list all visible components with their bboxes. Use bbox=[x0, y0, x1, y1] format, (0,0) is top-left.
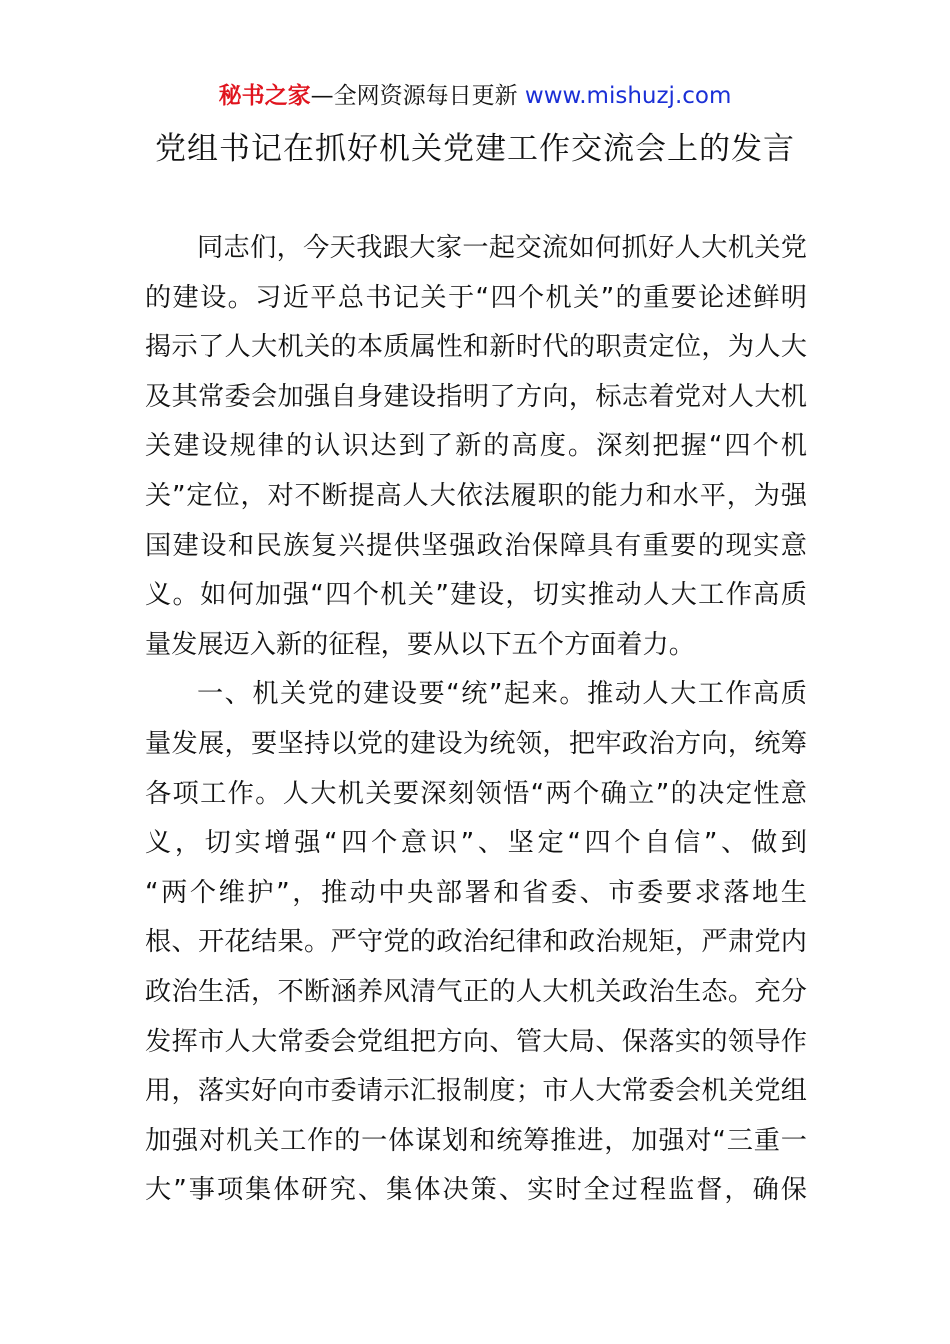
paragraph-line: 揭示了人大机关的本质属性和新时代的职责定位，为人大 bbox=[145, 332, 807, 363]
document-body bbox=[145, 224, 807, 1216]
paragraph-line: 关建设规律的认识达到了新的高度。深刻把握“四个机 bbox=[145, 431, 807, 462]
document-title: 党组书记在抓好机关党建工作交流会上的发言 bbox=[155, 131, 795, 167]
paragraph-line: 量发展迈入新的征程，要从以下五个方面着力。 bbox=[145, 629, 695, 660]
paragraph-line: 根、开花结果。严守党的政治纪律和政治规矩，严肃党内 bbox=[145, 927, 807, 958]
site-header bbox=[0, 78, 950, 114]
paragraph-line: 各项工作。人大机关要深刻领悟“两个确立”的决定性意 bbox=[145, 778, 807, 809]
paragraph-line: 发挥市人大常委会党组把方向、管大局、保落实的领导作 bbox=[145, 1026, 807, 1057]
paragraph-line: 国建设和民族复兴提供坚强政治保障具有重要的现实意 bbox=[145, 530, 807, 561]
paragraph-line: 义。如何加强“四个机关”建设，切实推动人大工作高质 bbox=[145, 580, 807, 611]
paragraph-line: 的建设。习近平总书记关于“四个机关”的重要论述鲜明 bbox=[145, 282, 807, 313]
paragraph-line: 义，切实增强“四个意识”、坚定“四个自信”、做到 bbox=[145, 828, 807, 859]
site-url-link[interactable]: www.mishuzj.com bbox=[524, 83, 732, 109]
paragraph-line: 政治生活，不断涵养风清气正的人大机关政治生态。充分 bbox=[145, 976, 807, 1007]
site-tagline: —全网资源每日更新 bbox=[310, 83, 518, 109]
paragraph-line: 量发展，要坚持以党的建设为统领，把牢政治方向，统筹 bbox=[145, 728, 807, 759]
paragraph-line: “两个维护”，推动中央部署和省委、市委要求落地生 bbox=[145, 877, 807, 908]
site-brand: 秘书之家 bbox=[218, 83, 311, 109]
paragraph-line: 大”事项集体研究、集体决策、实时全过程监督，确保 bbox=[145, 1175, 807, 1206]
paragraph-line: 及其常委会加强自身建设指明了方向，标志着党对人大机 bbox=[145, 381, 807, 412]
paragraph-line: 加强对机关工作的一体谋划和统筹推进，加强对“三重一 bbox=[145, 1125, 807, 1156]
paragraph-line: 一、机关党的建设要“统”起来。推动人大工作高质 bbox=[197, 679, 807, 710]
paragraph-line: 同志们，今天我跟大家一起交流如何抓好人大机关党 bbox=[197, 233, 807, 263]
paragraph-line: 关”定位，对不断提高人大依法履职的能力和水平，为强 bbox=[145, 480, 807, 511]
paragraph-line: 用，落实好向市委请示汇报制度；市人大常委会机关党组 bbox=[145, 1076, 807, 1107]
